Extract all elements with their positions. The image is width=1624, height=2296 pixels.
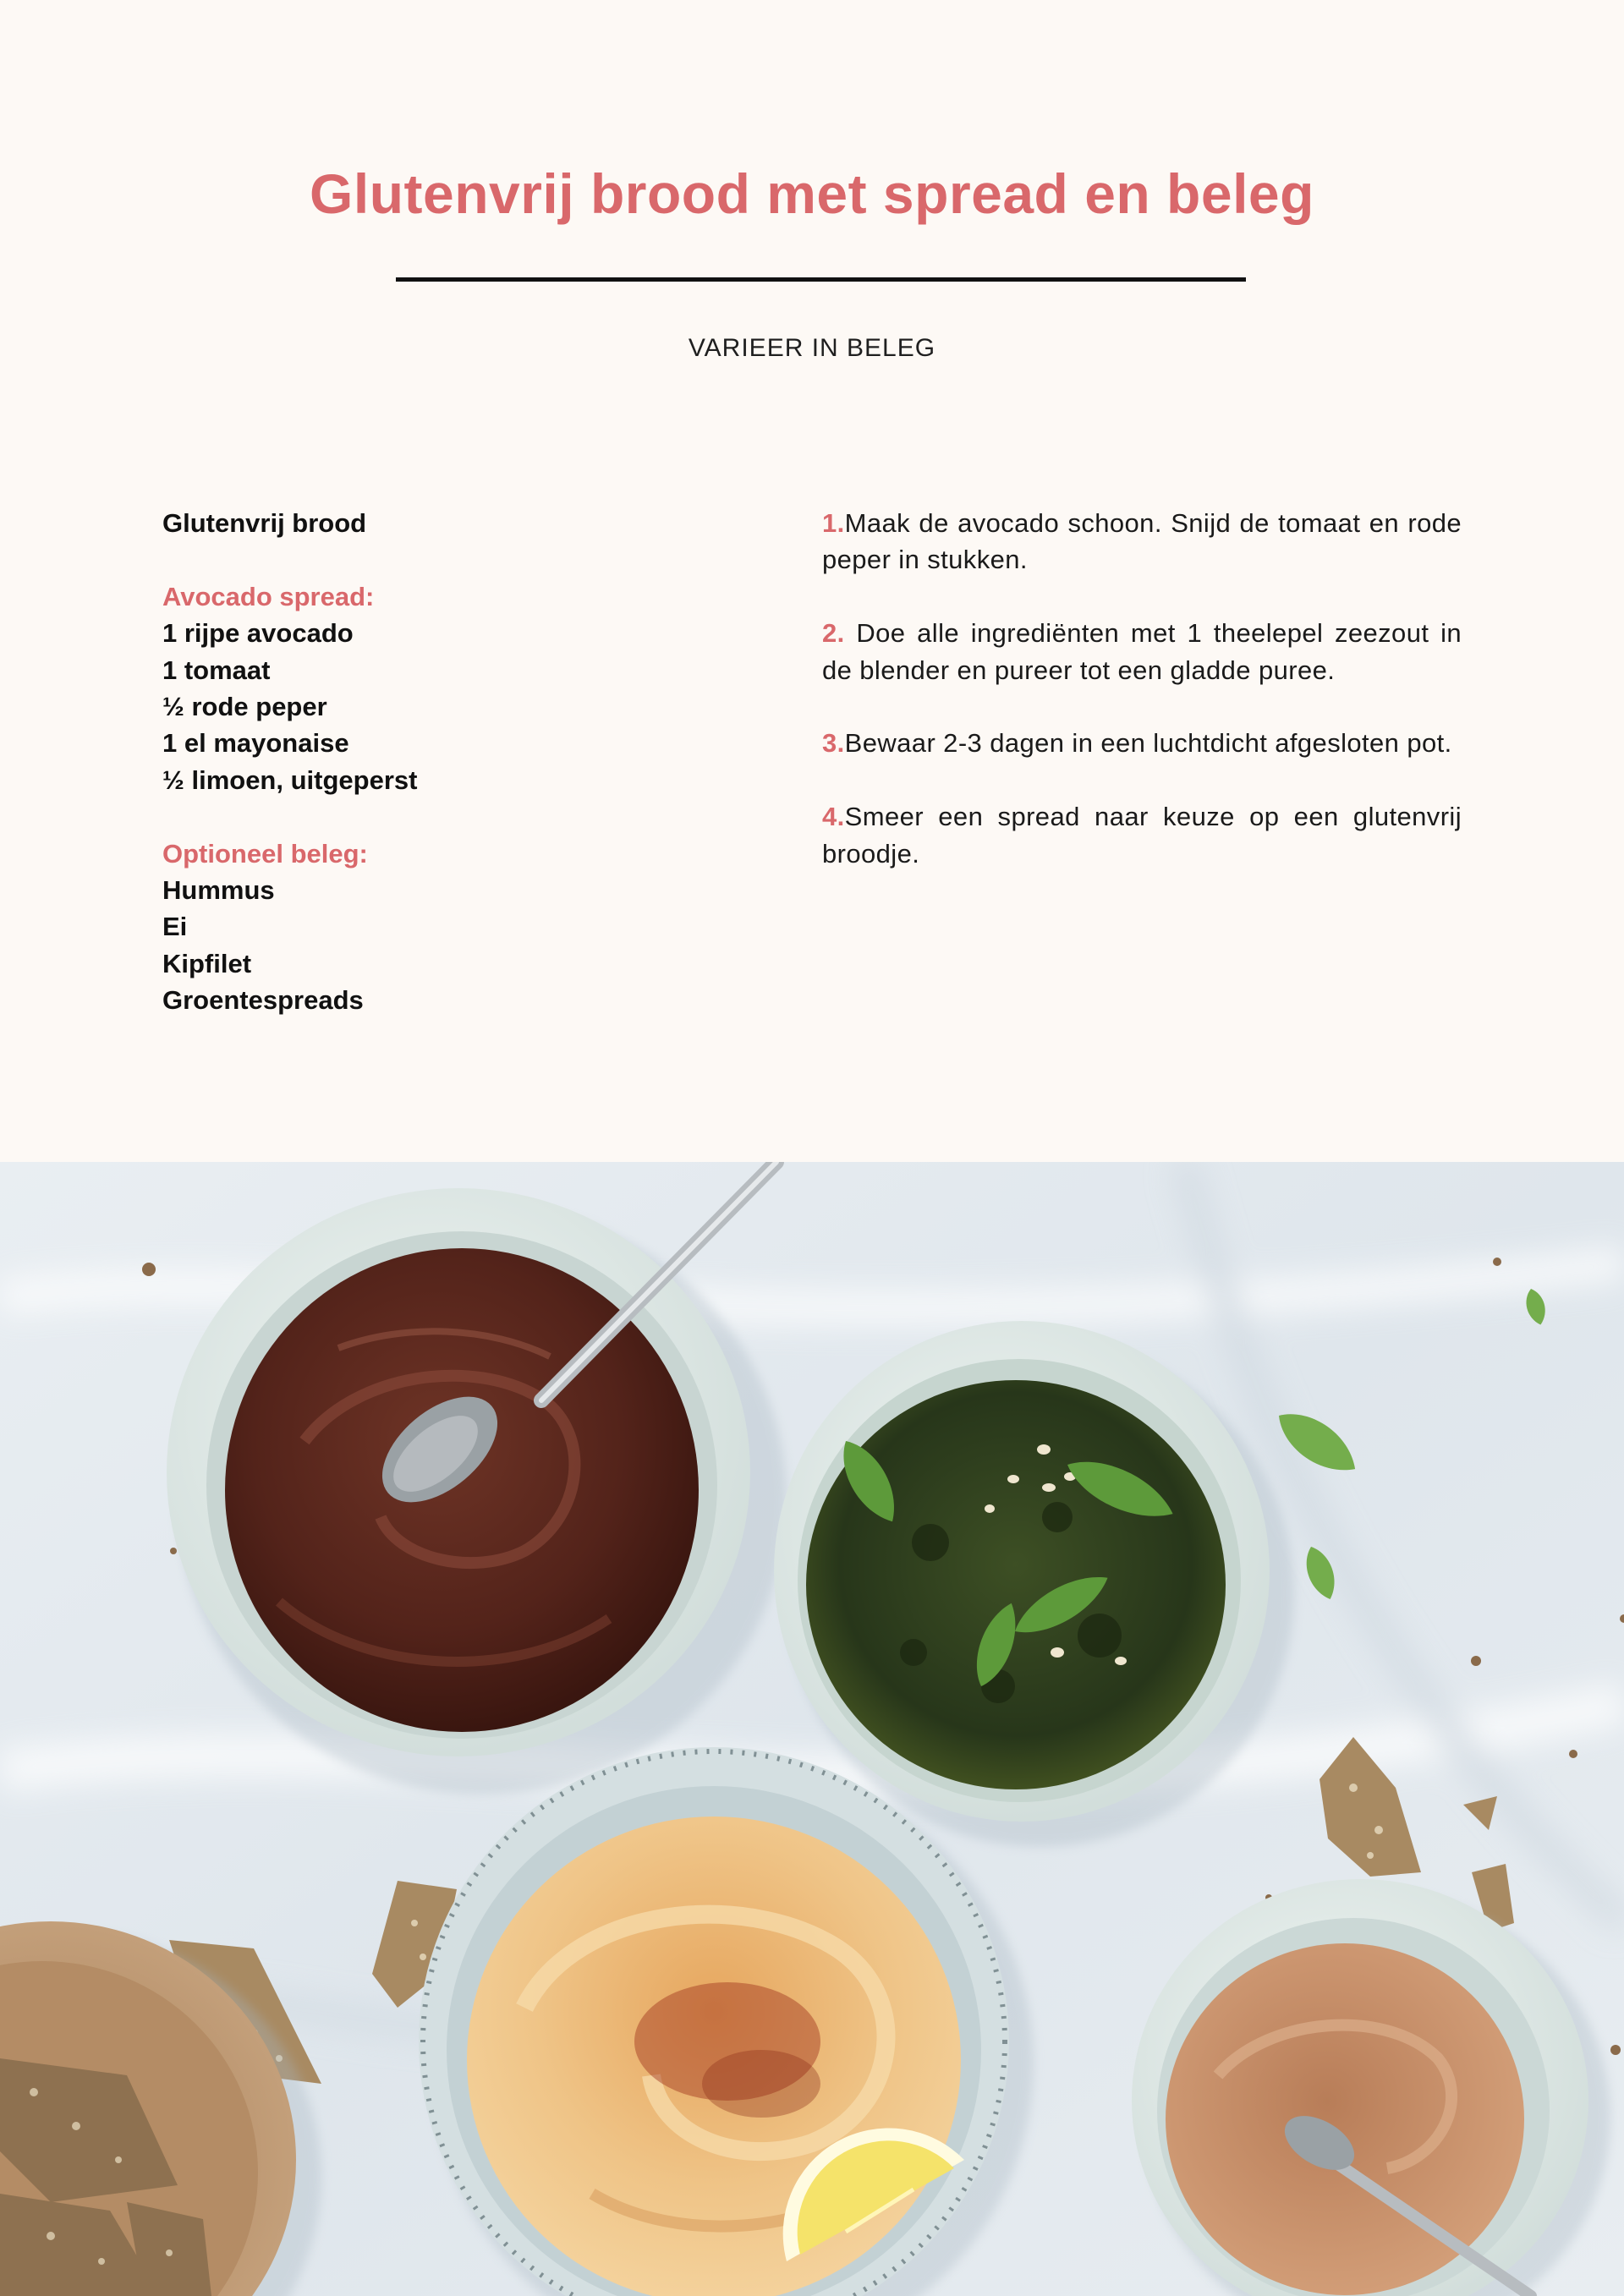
step-number: 4. [822, 802, 845, 832]
ingredient-item: ½ limoen, uitgeperst [162, 764, 418, 795]
ingredients-column [162, 505, 754, 1018]
step-3 [822, 725, 1462, 761]
ingredient-item: ½ rode peper [162, 691, 327, 721]
avocado-spread-heading: Avocado spread: [162, 581, 375, 611]
spacer [162, 541, 754, 578]
ingredient-item: 1 rijpe avocado [162, 618, 354, 649]
pesto [806, 1380, 1226, 1789]
step-text: Doe alle ingrediënten met 1 theelepel zeezout in de blender en pureer tot een gladde puree. [822, 618, 1462, 685]
step-text: Bewaar 2-3 dagen in een luchtdicht afgesloten pot. [844, 728, 1452, 759]
spreads-photo [0, 1162, 1624, 2296]
step-4 [822, 798, 1462, 872]
step-2 [822, 615, 1462, 688]
ingredient-item: 1 tomaat [162, 655, 271, 685]
title-divider [396, 277, 1246, 282]
step-number: 2. [822, 618, 845, 649]
step-text: Maak de avocado schoon. Snijd de tomaat en rode peper in stukken. [822, 508, 1462, 575]
spreads-photo-illustration [0, 1162, 1624, 2296]
step-1 [822, 505, 1462, 578]
step-text: Smeer een spread naar keuze op een glutenvrij broodje. [822, 802, 1462, 869]
spacer [162, 798, 754, 835]
topping-item: Hummus [162, 874, 275, 905]
page-title: Glutenvrij brood met spread en beleg [310, 162, 1314, 225]
topping-item: Groentespreads [162, 985, 364, 1016]
tan-spread [1166, 1943, 1524, 2295]
optional-toppings-heading: Optioneel beleg: [162, 838, 368, 869]
page-subtitle: VARIEER IN BELEG [688, 334, 936, 362]
step-number: 3. [822, 728, 845, 759]
bread-label: Glutenvrij brood [162, 508, 367, 538]
ingredient-item: 1 el mayonaise [162, 728, 349, 759]
step-number: 1. [822, 508, 845, 538]
topping-item: Ei [162, 912, 188, 942]
instructions-column [822, 505, 1462, 908]
topping-item: Kipfilet [162, 948, 252, 978]
